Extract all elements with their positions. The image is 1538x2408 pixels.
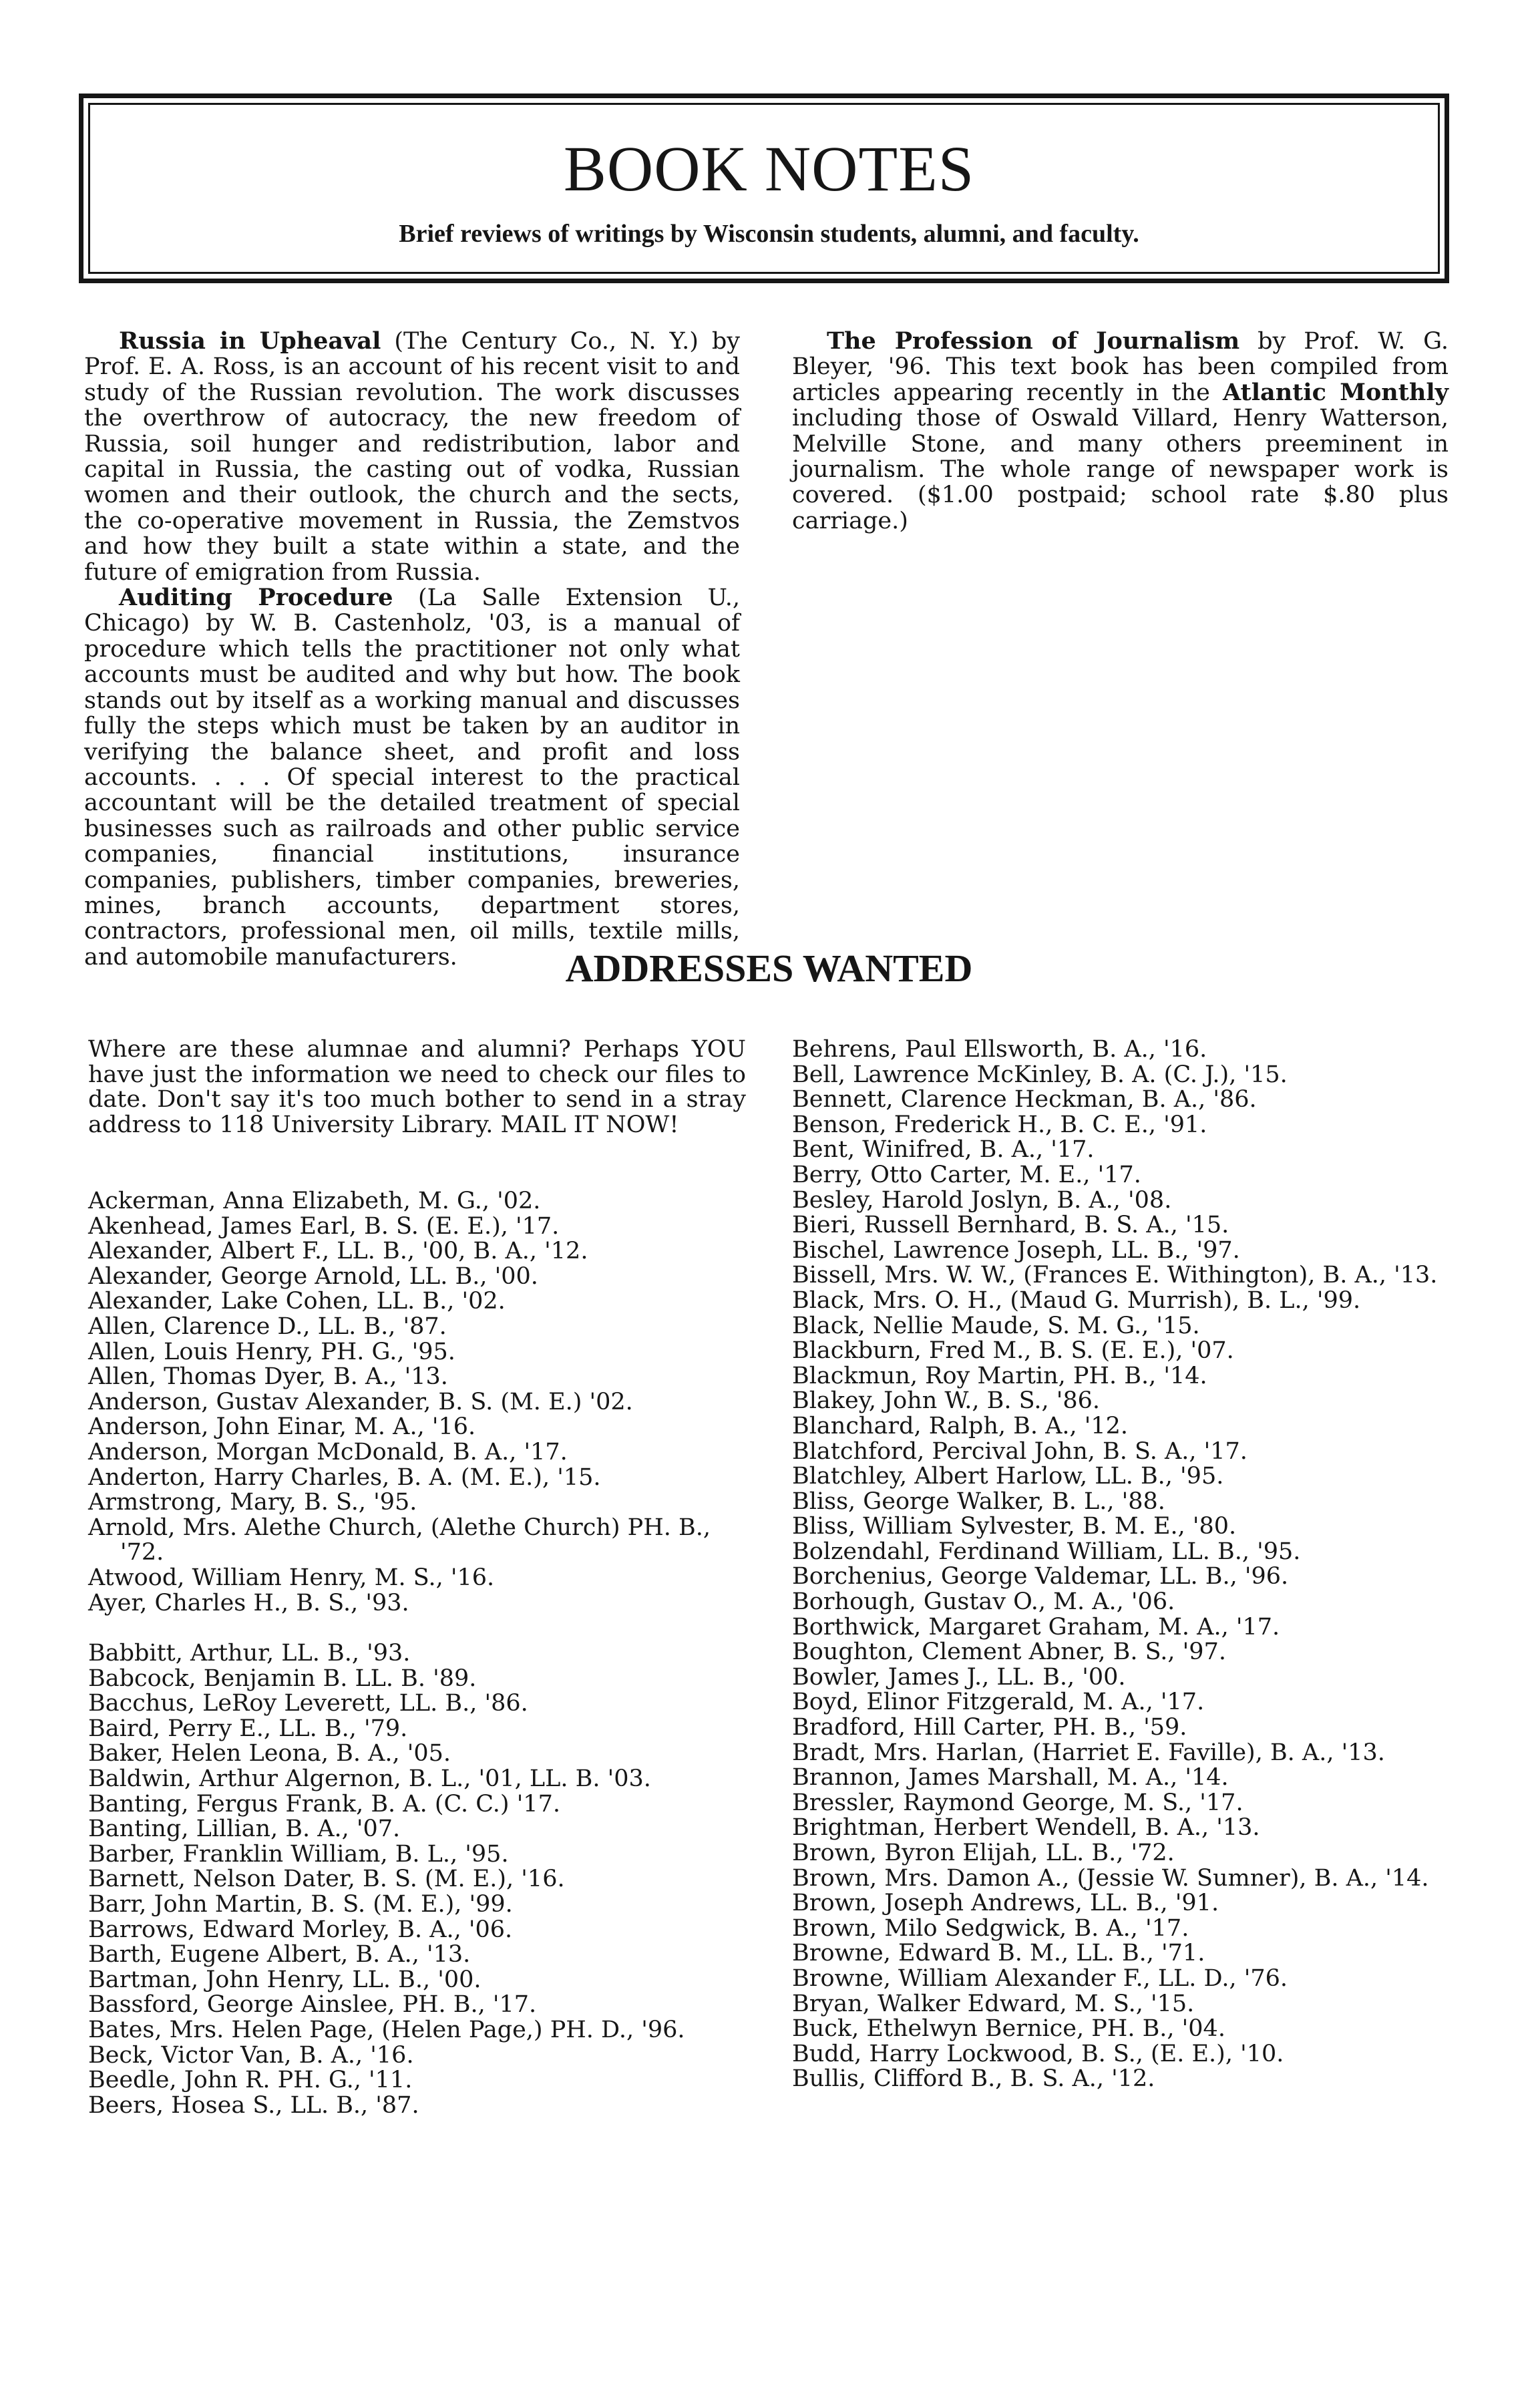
address-entry: Baker, Helen Leona, B. A., '05. bbox=[88, 1740, 451, 1767]
review-bold-text: Atlantic Monthly bbox=[1223, 378, 1449, 406]
address-entry: Bartman, John Henry, LL. B., '00. bbox=[88, 1966, 482, 1993]
address-entry: Bullis, Clifford B., B. S. A., '12. bbox=[792, 2065, 1155, 2093]
address-entry: Atwood, William Henry, M. S., '16. bbox=[88, 1564, 495, 1591]
address-entry: Ayer, Charles H., B. S., '93. bbox=[88, 1589, 409, 1616]
address-entry: Allen, Thomas Dyer, B. A., '13. bbox=[88, 1363, 448, 1391]
address-entry: Browne, William Alexander F., LL. D., '76. bbox=[792, 1964, 1288, 1992]
address-entry: Babbitt, Arthur, LL. B., '93. bbox=[88, 1640, 411, 1667]
address-entry: Bent, Winifred, B. A., '17. bbox=[792, 1136, 1095, 1164]
address-entry: Brown, Milo Sedgwick, B. A., '17. bbox=[792, 1914, 1189, 1942]
address-entry: Anderson, Gustav Alexander, B. S. (M. E.) '02. bbox=[88, 1388, 633, 1415]
review-russia bbox=[84, 329, 740, 585]
address-entry: Beck, Victor Van, B. A., '16. bbox=[88, 2041, 414, 2069]
address-entry: Bolzendahl, Ferdinand William, LL. B., '95. bbox=[792, 1538, 1301, 1565]
address-entry: Bennett, Clarence Heckman, B. A., '86. bbox=[792, 1086, 1257, 1113]
address-entry: Black, Mrs. O. H., (Maud G. Murrish), B. L., '99. bbox=[792, 1286, 1361, 1314]
address-entry: Bliss, George Walker, B. L., '88. bbox=[792, 1488, 1165, 1515]
address-entry: Banting, Fergus Frank, B. A. (C. C.) '17. bbox=[88, 1790, 560, 1818]
address-entry: Bassford, George Ainslee, PH. B., '17. bbox=[88, 1991, 537, 2019]
review-text: (The Century Co., N. Y.) by Prof. E. A. Ross, is an account of his recent visit to and study of the Russian revolution. The work discusses the overthrow of autocracy, the new freedom of Russia, soil hunger and redistribution, labor and capital in Russia, the casting out of vodka, Russian women and their outlook, the church and the sects, the co-operative movement in Russia, the Zemstvos and how they built a state within a state, and the future of emigration from Russia. bbox=[84, 328, 740, 586]
address-entry: Besley, Harold Joslyn, B. A., '08. bbox=[792, 1186, 1172, 1214]
review-title: Russia in Upheaval bbox=[119, 327, 381, 355]
address-entry: Borhough, Gustav O., M. A., '06. bbox=[792, 1588, 1175, 1616]
address-entry: Anderson, John Einar, M. A., '16. bbox=[88, 1413, 476, 1441]
address-entry: Baird, Perry E., LL. B., '79. bbox=[88, 1715, 408, 1742]
address-entry: Budd, Harry Lockwood, B. S., (E. E.), '10. bbox=[792, 2040, 1284, 2067]
page-subtitle: Brief reviews of writings by Wisconsin students, alumni, and faculty. bbox=[399, 220, 1139, 248]
address-entry: Allen, Clarence D., LL. B., '87. bbox=[88, 1313, 447, 1340]
address-entry: Barber, Franklin William, B. L., '95. bbox=[88, 1840, 509, 1868]
addresses-right-column bbox=[792, 1037, 1450, 2092]
address-entry: Beers, Hosea S., LL. B., '87. bbox=[88, 2091, 419, 2119]
address-entry: Bradt, Mrs. Harlan, (Harriet E. Faville), B. A., '13. bbox=[792, 1739, 1385, 1766]
reviews-right-column bbox=[792, 329, 1449, 534]
address-entry: Brightman, Herbert Wendell, B. A., '13. bbox=[792, 1814, 1260, 1842]
address-entry: Akenhead, James Earl, B. S. (E. E.), '17. bbox=[88, 1212, 560, 1240]
page-title: BOOK NOTES bbox=[563, 133, 975, 204]
review-text: including those of Oswald Villard, Henry Watterson, Melville Stone, and many others preeminent in journalism. The whole range of newspaper work is covered. ($1.00 postpaid; school rate $.80 plus carriage.) bbox=[792, 405, 1449, 534]
review-title: The Profession of Journalism bbox=[827, 327, 1240, 355]
addresses-intro bbox=[88, 1037, 746, 1138]
address-entry: Blatchley, Albert Harlow, LL. B., '95. bbox=[792, 1463, 1224, 1490]
address-entry: Baldwin, Arthur Algernon, B. L., '01, LL. B. '03. bbox=[88, 1765, 651, 1793]
intro-text: Where are these alumnae and alumni? Perhaps YOU have just the information we need to check our files to date. Don't say it's too much bother to send in a stray address to 118 University Library. MAIL IT NOW! bbox=[88, 1036, 746, 1138]
review-journalism bbox=[792, 329, 1449, 534]
address-entry: Alexander, George Arnold, LL. B., '00. bbox=[88, 1262, 538, 1290]
address-entry: Boyd, Elinor Fitzgerald, M. A., '17. bbox=[792, 1689, 1205, 1716]
address-entry: Bowler, James J., LL. B., '00. bbox=[792, 1663, 1126, 1691]
addresses-left-column bbox=[88, 1189, 746, 2118]
section-heading: ADDRESSES WANTED bbox=[565, 947, 973, 990]
address-entry: Brown, Mrs. Damon A., (Jessie W. Sumner), B. A., '14. bbox=[792, 1864, 1429, 1892]
address-entry: Barth, Eugene Albert, B. A., '13. bbox=[88, 1941, 471, 1968]
address-entry: Benson, Frederick H., B. C. E., '91. bbox=[792, 1111, 1207, 1138]
address-entry: Anderson, Morgan McDonald, B. A., '17. bbox=[88, 1438, 568, 1466]
address-entry: Borchenius, George Valdemar, LL. B., '96. bbox=[792, 1563, 1289, 1590]
address-entry: Blatchford, Percival John, B. S. A., '17. bbox=[792, 1437, 1247, 1465]
reviews-left-column bbox=[84, 329, 740, 970]
address-entry: Behrens, Paul Ellsworth, B. A., '16. bbox=[792, 1036, 1207, 1063]
list-gap bbox=[88, 1616, 746, 1641]
address-entry: Bressler, Raymond George, M. S., '17. bbox=[792, 1789, 1243, 1816]
address-entry: Brown, Joseph Andrews, LL. B., '91. bbox=[792, 1890, 1219, 1917]
address-entry: Bacchus, LeRoy Leverett, LL. B., '86. bbox=[88, 1690, 528, 1717]
review-title: Auditing Procedure bbox=[119, 584, 393, 612]
address-entry: Bates, Mrs. Helen Page, (Helen Page,) PH. D., '96. bbox=[88, 2017, 685, 2043]
address-entry: Alexander, Albert F., LL. B., '00, B. A., '12. bbox=[88, 1238, 588, 1265]
address-entry: Anderton, Harry Charles, B. A. (M. E.), '15. bbox=[88, 1464, 601, 1491]
review-text: by Prof. W. G. Bleyer, '96. This text book has been compiled from articles appearing recently in the bbox=[792, 328, 1449, 406]
address-entry: Buck, Ethelwyn Bernice, PH. B., '04. bbox=[792, 2015, 1225, 2043]
address-entry: Ackerman, Anna Elizabeth, M. G., '02. bbox=[88, 1188, 541, 1214]
address-entry: Barrows, Edward Morley, B. A., '06. bbox=[88, 1916, 513, 1943]
review-auditing bbox=[84, 585, 740, 970]
address-entry: Armstrong, Mary, B. S., '95. bbox=[88, 1489, 417, 1516]
address-entry: Borthwick, Margaret Graham, M. A., '17. bbox=[792, 1613, 1280, 1641]
address-entry: Blanchard, Ralph, B. A., '12. bbox=[792, 1412, 1129, 1439]
review-text: (La Salle Extension U., Chicago) by W. B. Castenholz, '03, is a manual of procedure which tells the practitioner not only what accounts must be audited and why but how. The book stands out by itself as a working manual and discusses fully the steps which must be taken by an auditor in verifying the balance sheet, and profit and loss accounts. . . . Of special interest to the practical accountant will be the detailed treatment of special businesses such as railroads and other public service companies, financial institutions, insurance companies, publishers, timber companies, breweries, mines, branch accounts, department stores, contractors, professional men, oil mills, textile mills, and automobile manufacturers. bbox=[84, 584, 740, 971]
address-entry: Brannon, James Marshall, M. A., '14. bbox=[792, 1764, 1229, 1791]
address-entry: Bissell, Mrs. W. W., (Frances E. Withington), B. A., '13. bbox=[792, 1262, 1438, 1289]
address-entry: Beedle, John R. PH. G., '11. bbox=[88, 2067, 413, 2094]
address-entry: Bradford, Hill Carter, PH. B., '59. bbox=[792, 1714, 1187, 1741]
address-entry: Browne, Edward B. M., LL. B., '71. bbox=[792, 1940, 1205, 1967]
address-entry: Allen, Louis Henry, PH. G., '95. bbox=[88, 1338, 455, 1365]
address-entry: Blakey, John W., B. S., '86. bbox=[792, 1387, 1100, 1415]
address-entry: Black, Nellie Maude, S. M. G., '15. bbox=[792, 1312, 1200, 1339]
address-entry: Bieri, Russell Bernhard, B. S. A., '15. bbox=[792, 1212, 1229, 1239]
address-entry: Bryan, Walker Edward, M. S., '15. bbox=[792, 1990, 1195, 2017]
address-entry: Bliss, William Sylvester, B. M. E., '80. bbox=[792, 1513, 1237, 1540]
address-entry: Barnett, Nelson Dater, B. S. (M. E.), '16. bbox=[88, 1866, 565, 1893]
address-entry: Barr, John Martin, B. S. (M. E.), '99. bbox=[88, 1891, 513, 1918]
address-entry: Brown, Byron Elijah, LL. B., '72. bbox=[792, 1840, 1175, 1866]
address-entry: Arnold, Mrs. Alethe Church, (Alethe Church) PH. B., '72. bbox=[88, 1514, 711, 1566]
address-entry: Bischel, Lawrence Joseph, LL. B., '97. bbox=[792, 1236, 1240, 1264]
address-entry: Berry, Otto Carter, M. E., '17. bbox=[792, 1161, 1141, 1188]
address-entry: Blackmun, Roy Martin, PH. B., '14. bbox=[792, 1362, 1207, 1389]
address-entry: Alexander, Lake Cohen, LL. B., '02. bbox=[88, 1288, 506, 1315]
address-entry: Boughton, Clement Abner, B. S., '97. bbox=[792, 1639, 1226, 1666]
address-entry: Blackburn, Fred M., B. S. (E. E.), '07. bbox=[792, 1337, 1234, 1365]
address-entry: Banting, Lillian, B. A., '07. bbox=[88, 1816, 401, 1843]
address-entry: Bell, Lawrence McKinley, B. A. (C. J.), '15. bbox=[792, 1061, 1288, 1088]
address-entry: Babcock, Benjamin B. LL. B. '89. bbox=[88, 1665, 477, 1692]
